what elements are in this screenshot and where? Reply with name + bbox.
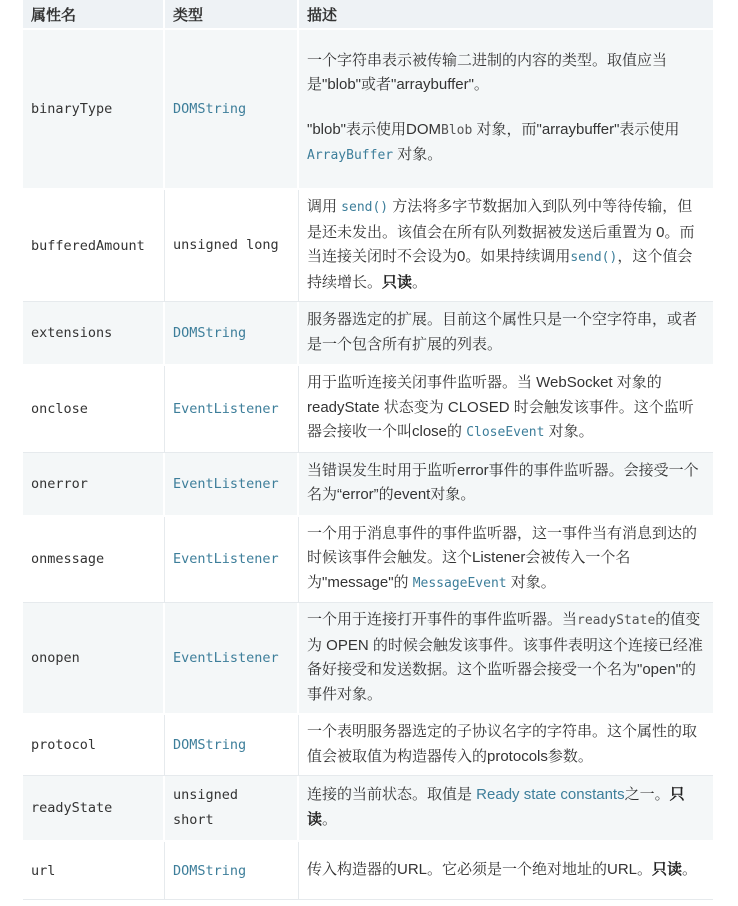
property-description (299, 30, 713, 190)
property-name: extensions (23, 302, 165, 366)
code-link-arraybuffer[interactable]: ArrayBuffer (307, 148, 394, 163)
desc-text: "blob"表示使用DOM (307, 120, 442, 138)
property-type-link[interactable]: EventListener (165, 453, 299, 517)
code-link-send[interactable]: send() (570, 250, 618, 265)
desc-text: 之一。 (624, 786, 670, 803)
code-blob: Blob (441, 122, 473, 138)
property-description (299, 517, 713, 604)
property-description (299, 603, 713, 715)
property-name: onerror (23, 453, 165, 517)
paragraph-gap (307, 98, 705, 118)
desc-text: 对象。 (544, 423, 594, 440)
table-row (23, 517, 713, 604)
desc-text: 对象。 (393, 146, 443, 163)
property-description (299, 842, 713, 900)
desc-text: 用于监听连接关闭事件监听器。当 WebSocket 对象的readyState 状态变为 CLOSED 时会触发该事件。这个监听器会接收一个叫close的 (307, 374, 694, 440)
readonly-label: 只读 (307, 786, 685, 828)
websocket-properties-table (23, 0, 713, 900)
property-name: binaryType (23, 30, 165, 190)
table-row (23, 453, 713, 517)
desc-text: 。 (322, 810, 338, 828)
ready-state-constants-link[interactable]: Ready state constants (476, 786, 625, 803)
desc-text: 一个用于消息事件的事件监听器，这一事件当有消息到达的时候该事件会触发。这个Listener会被传入一个名为"message"的 (307, 524, 698, 591)
property-type (165, 776, 299, 842)
table-row (23, 715, 713, 776)
desc-text: ，这个值会持续增长。 (307, 248, 693, 291)
desc-paragraph (307, 118, 705, 169)
property-description: 当错误发生时用于监听error事件的事件监听器。会接受一个名为“error”的event对象。 (299, 453, 713, 517)
property-type-link[interactable]: DOMString (165, 30, 299, 190)
property-description (299, 190, 713, 302)
header-name: 属性名 (23, 0, 165, 30)
property-description (299, 776, 713, 842)
table-row (23, 776, 713, 842)
desc-text: 的值变为 OPEN 的时候会触发该事件。该事件表明这个连接已经准备好接受和发送数据。这个监听器会接受一个名为"open"的事件对象。 (307, 611, 703, 703)
desc-text: 对象。 (506, 573, 556, 591)
readonly-label: 只读 (652, 860, 683, 878)
type-line: unsigned (173, 787, 239, 803)
property-description: 服务器选定的扩展。目前这个属性只是一个空字符串，或者是一个包含所有扩展的列表。 (299, 302, 713, 366)
desc-text: 一个用于连接打开事件的事件监听器。当 (307, 611, 578, 628)
property-name: onclose (23, 366, 165, 453)
property-type-link[interactable]: EventListener (165, 517, 299, 604)
property-name: readyState (23, 776, 165, 842)
property-type-link[interactable]: DOMString (165, 842, 299, 900)
property-name: url (23, 842, 165, 900)
desc-text: 。 (682, 860, 698, 878)
table-row (23, 603, 713, 715)
desc-text: 对象，而"arraybuffer"表示使用 (472, 120, 680, 138)
property-name: onopen (23, 603, 165, 715)
property-type: unsigned long (165, 190, 299, 302)
table-row (23, 366, 713, 453)
code-readystate: readyState (577, 613, 656, 628)
desc-text: 连接的当前状态。取值是 (307, 786, 477, 803)
desc-text: 调用 (307, 198, 342, 215)
properties-table-wrapper (23, 0, 713, 900)
header-desc: 描述 (299, 0, 713, 30)
desc-text: 传入构造器的URL。它必须是一个绝对地址的URL。 (307, 860, 653, 878)
property-type-link[interactable]: DOMString (165, 302, 299, 366)
desc-text: 方法将多字节数据加入到队列中等待传输，但是还未发出。该值会在所有队列数据被发送后重置为 0。而当连接关闭时不会设为0。如果持续调用 (307, 198, 695, 265)
property-description: 一个表明服务器选定的子协议名字的字符串。这个属性的取值会被取值为构造器传入的protocols参数。 (299, 715, 713, 776)
desc-paragraph: 一个字符串表示被传输二进制的内容的类型。取值应当是"blob"或者"arraybuffer"。 (307, 51, 668, 93)
table-row (23, 30, 713, 190)
code-link-send[interactable]: send() (341, 200, 389, 215)
code-link-closeevent[interactable]: CloseEvent (466, 425, 545, 440)
property-description (299, 366, 713, 453)
header-type: 类型 (165, 0, 299, 30)
table-row (23, 842, 713, 900)
code-link-messageevent[interactable]: MessageEvent (412, 575, 507, 591)
desc-text: 。 (412, 273, 428, 291)
property-type-link[interactable]: EventListener (165, 603, 299, 715)
property-name: protocol (23, 715, 165, 776)
table-row (23, 302, 713, 366)
table-header-row (23, 0, 713, 30)
table-row (23, 190, 713, 302)
property-type-link[interactable]: EventListener (165, 366, 299, 453)
type-line: short (173, 812, 214, 828)
readonly-label: 只读 (382, 273, 413, 291)
property-name: bufferedAmount (23, 190, 165, 302)
property-type-link[interactable]: DOMString (165, 715, 299, 776)
property-name: onmessage (23, 517, 165, 604)
